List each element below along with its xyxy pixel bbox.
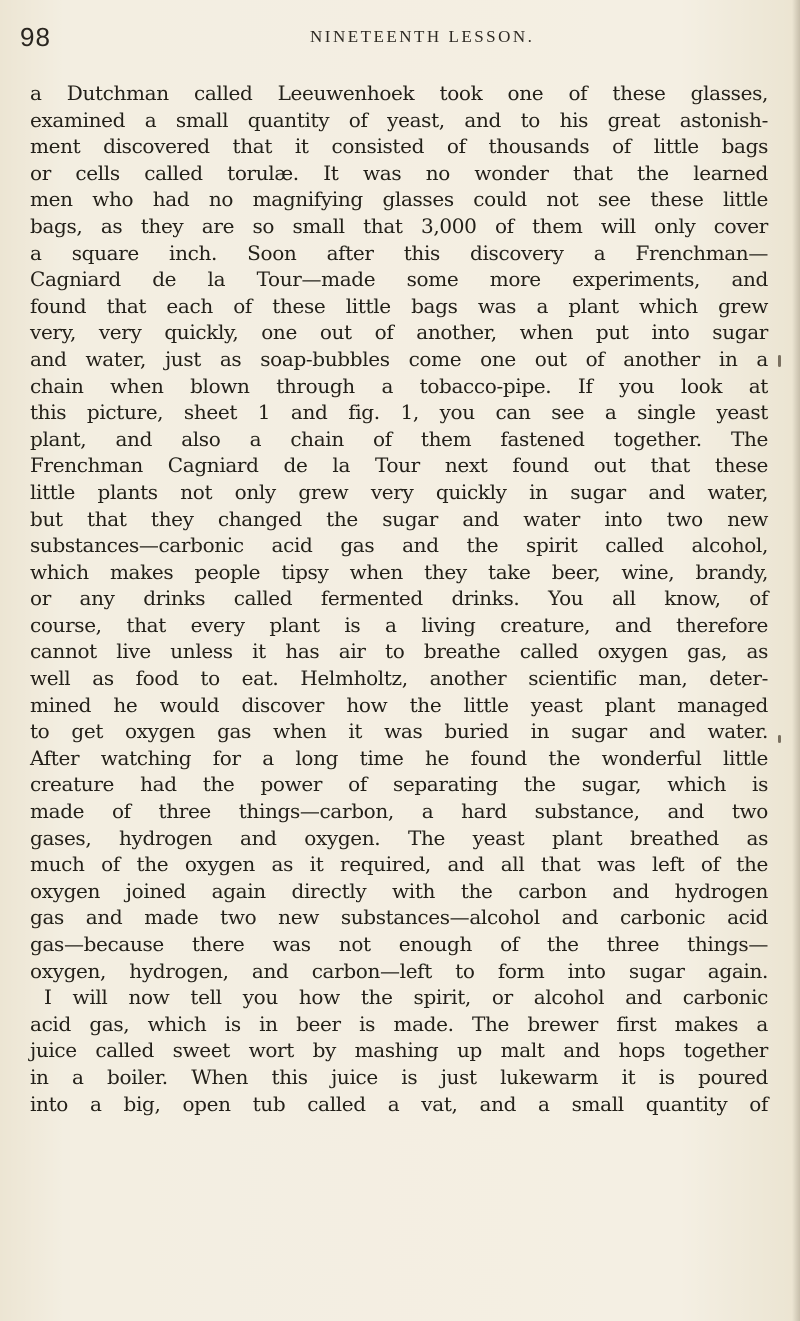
text-line: chain when blown through a tobacco-pipe. If you look at — [30, 373, 768, 398]
text-line: ment discovered that it consisted of thousands of little bags — [30, 134, 768, 159]
text-line: and water, just as soap-bubbles come one out of another in a — [30, 346, 768, 371]
text-line: made of three things—carbon, a hard substance, and two — [30, 799, 768, 824]
text-line: cannot live unless it has air to breathe called oxygen gas, as — [30, 639, 768, 664]
text-line: well as food to eat. Helmholtz, another scientific man, deter- — [30, 666, 768, 691]
text-line: oxygen, hydrogen, and carbon—left to form into sugar again. — [30, 958, 768, 983]
text-line: After watching for a long time he found the wonderful little — [30, 745, 768, 770]
text-line: mined he would discover how the little yeast plant managed — [30, 692, 768, 717]
text-line: very, very quickly, one out of another, when put into sugar — [30, 320, 768, 345]
text-line: a Dutchman called Leeuwenhoek took one of these glasses, — [30, 81, 768, 105]
text-line: oxygen joined again directly with the carbon and hydrogen — [30, 878, 768, 903]
page-edge-shadow — [792, 0, 800, 1321]
text-line: Cagniard de la Tour—made some more experiments, and — [30, 267, 768, 292]
text-line: but that they changed the sugar and water into two new — [30, 506, 768, 531]
body-text — [30, 80, 768, 1117]
text-line: little plants not only grew very quickly in sugar and water, — [30, 479, 768, 504]
text-line: in a boiler. When this juice is just lukewarm it is poured — [30, 1064, 768, 1089]
lesson-title: NINETEENTH LESSON. — [310, 27, 535, 46]
text-line: or any drinks called fermented drinks. You all know, of — [30, 586, 768, 611]
text-line: a square inch. Soon after this discovery a Frenchman— — [30, 240, 768, 265]
page-number: 98 — [20, 22, 51, 52]
text-line: men who had no magnifying glasses could not see these little — [30, 187, 768, 212]
text-line: much of the oxygen as it required, and all that was left of the — [30, 852, 768, 877]
text-line: into a big, open tub called a vat, and a small quantity of — [30, 1091, 768, 1116]
text-line: which makes people tipsy when they take beer, wine, brandy, — [30, 559, 768, 584]
text-line: plant, and also a chain of them fastened together. The — [30, 426, 768, 451]
paper-speck — [778, 355, 781, 367]
text-line: course, that every plant is a living creature, and therefore — [30, 612, 768, 637]
paragraph-start-line: I will now tell you how the spirit, or alcohol and carbonic — [44, 985, 768, 1010]
running-head — [20, 22, 760, 62]
text-line: bags, as they are so small that 3,000 of them will only cover — [30, 213, 768, 238]
text-line: juice called sweet wort by mashing up malt and hops together — [30, 1038, 768, 1063]
text-line: this picture, sheet 1 and fig. 1, you can see a single yeast — [30, 400, 768, 425]
paper-speck — [778, 735, 781, 743]
text-line: substances—carbonic acid gas and the spirit called alcohol, — [30, 533, 768, 558]
text-line: examined a small quantity of yeast, and to his great astonish- — [30, 107, 768, 132]
text-line: to get oxygen gas when it was buried in sugar and water. — [30, 719, 768, 744]
text-line: Frenchman Cagniard de la Tour next found out that these — [30, 453, 768, 478]
text-line: found that each of these little bags was a plant which grew — [30, 293, 768, 318]
text-line: creature had the power of separating the sugar, which is — [30, 772, 768, 797]
text-line: acid gas, which is in beer is made. The brewer first makes a — [30, 1011, 768, 1036]
text-line: or cells called torulæ. It was no wonder that the learned — [30, 160, 768, 185]
text-line: gases, hydrogen and oxygen. The yeast plant breathed as — [30, 825, 768, 850]
text-line: gas—because there was not enough of the three things— — [30, 932, 768, 956]
text-line: gas and made two new substances—alcohol and carbonic acid — [30, 905, 768, 930]
